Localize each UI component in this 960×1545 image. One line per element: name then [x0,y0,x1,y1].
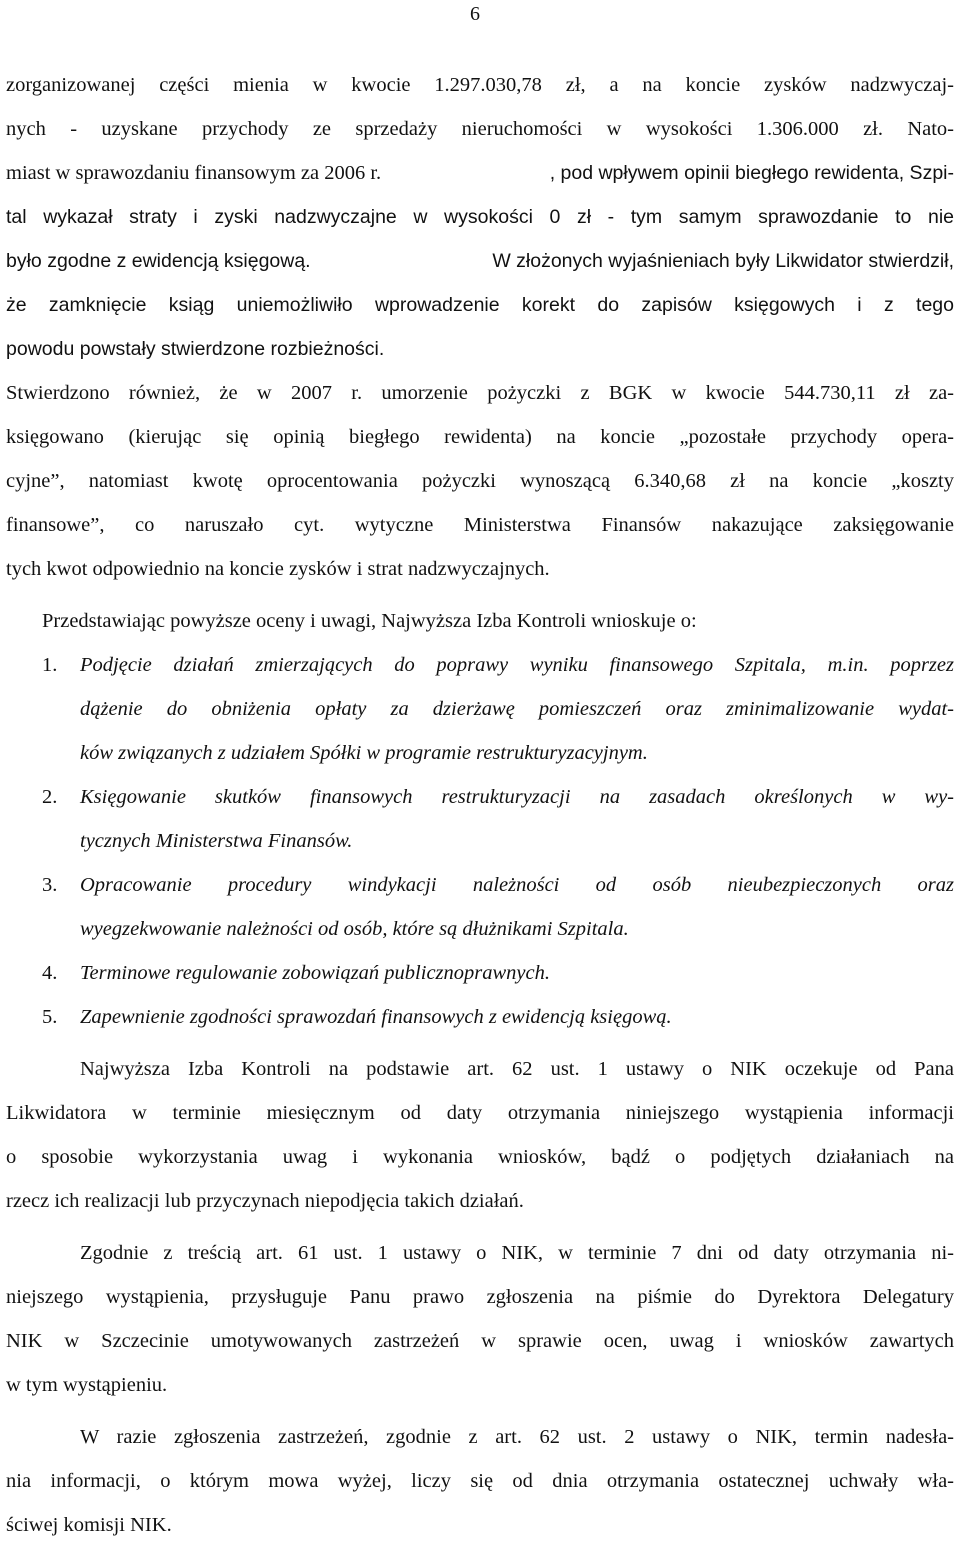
recommendation-number: 3. [42,874,58,896]
paragraph-art62-1-line-2: Likwidatora w terminie miesięcznym od daty otrzymania niniejszego wystąpienia informacji [6,1102,954,1124]
recommendation-number: 1. [42,654,58,676]
recommendation-text: Podjęcie działań zmierzających do poprawy wyniku finansowego Szpitala, m.in. poprzez [80,654,954,676]
paragraph-art62-1-line-3: o sposobie wykorzystania uwag i wykonania wniosków, bądź o podjętych działaniach na [6,1146,954,1168]
paragraph-block1-line-6: że zamknięcie ksiąg uniemożliwiło wprowadzenie korekt do zapisów księgowych i z tego [6,294,954,316]
paragraph-block1-line-1: zorganizowanej części mienia w kwocie 1.297.030,78 zł, a na koncie zysków nadzwyczaj- [6,74,954,96]
paragraph-art61-line-4: w tym wystąpieniu. [6,1374,168,1396]
paragraph-art62-2-line-2: nia informacji, o którym mowa wyżej, liczy się od dnia otrzymania ostatecznej uchwały wła- [6,1470,954,1492]
recommendation-number: 5. [42,1006,58,1028]
recommendation-text: Księgowanie skutków finansowych restrukturyzacji na zasadach określonych w wy- [80,786,954,808]
page-number: 6 [470,3,480,25]
paragraph-block2-line-5: tych kwot odpowiednio na koncie zysków i strat nadzwyczajnych. [6,558,550,580]
paragraph-block1-line-5a: było zgodne z ewidencją księgową. [6,250,311,272]
paragraph-block2-line-2: księgowano (kierując się opinią biegłego rewidenta) na koncie „pozostałe przychody opera- [6,426,954,448]
paragraph-block1-line-3a: miast w sprawozdaniu finansowym za 2006 r. [6,162,382,184]
paragraph-block2-line-3: cyjne”, natomiast kwotę oprocentowania pożyczki wynoszącą 6.340,68 zł na koncie „koszty [6,470,954,492]
paragraph-art61-line-2: niejszego wystąpienia, przysługuje Panu prawo zgłoszenia na piśmie do Dyrektora Delegatury [6,1286,954,1308]
paragraph-block1-line-2: nych - uzyskane przychody ze sprzedaży nieruchomości w wysokości 1.306.000 zł. Nato- [6,118,954,140]
recommendations-intro: Przedstawiając powyższe oceny i uwagi, Najwyższa Izba Kontroli wnioskuje o: [42,610,697,632]
paragraph-block1-line-5b: W złożonych wyjaśnieniach były Likwidator stwierdził, [492,250,954,272]
recommendation-text: Terminowe regulowanie zobowiązań publicznoprawnych. [80,962,550,984]
paragraph-art62-2-line-3: ściwej komisji NIK. [6,1514,172,1536]
paragraph-block1-line-4: tal wykazał straty i zyski nadzwyczajne w wysokości 0 zł - tym samym sprawozdanie to nie [6,206,954,228]
paragraph-block2-line-4: finansowe”, co naruszało cyt. wytyczne Ministerstwa Finansów nakazujące zaksięgowanie [6,514,954,536]
paragraph-art62-1-line-4: rzecz ich realizacji lub przyczynach niepodjęcia takich działań. [6,1190,524,1212]
recommendation-item-3-line-2: wyegzekwowanie należności od osób, które są dłużnikami Szpitala. [80,918,629,940]
paragraph-block1-line-3b: , pod wpływem opinii biegłego rewidenta, Szpi- [549,162,954,184]
recommendation-number: 4. [42,962,58,984]
recommendation-item-2-line-2: tycznych Ministerstwa Finansów. [80,830,353,852]
paragraph-block2-line-1: Stwierdzono również, że w 2007 r. umorzenie pożyczki z BGK w kwocie 544.730,11 zł za- [6,382,954,404]
paragraph-art62-1-line-1: Najwyższa Izba Kontroli na podstawie art. 62 ust. 1 ustawy o NIK oczekuje od Pana [80,1058,954,1080]
paragraph-art61-line-3: NIK w Szczecinie umotywowanych zastrzeżeń w sprawie ocen, uwag i wniosków zawartych [6,1330,954,1352]
recommendation-item-1-line-3: ków związanych z udziałem Spółki w programie restrukturyzacyjnym. [80,742,648,764]
recommendation-number: 2. [42,786,58,808]
recommendation-text: Opracowanie procedury windykacji należności od osób nieubezpieczonych oraz [80,874,954,896]
paragraph-block1-line-7: powodu powstały stwierdzone rozbieżności. [6,338,385,360]
recommendation-text: Zapewnienie zgodności sprawozdań finansowych z ewidencją księgową. [80,1006,672,1028]
paragraph-art61-line-1: Zgodnie z treścią art. 61 ust. 1 ustawy o NIK, w terminie 7 dni od daty otrzymania ni- [80,1242,954,1264]
recommendation-item-1-line-2: dążenie do obniżenia opłaty za dzierżawę pomieszczeń oraz zminimalizowanie wydat- [80,698,954,720]
paragraph-art62-2-line-1: W razie zgłoszenia zastrzeżeń, zgodnie z art. 62 ust. 2 ustawy o NIK, termin nadesła- [80,1426,954,1448]
